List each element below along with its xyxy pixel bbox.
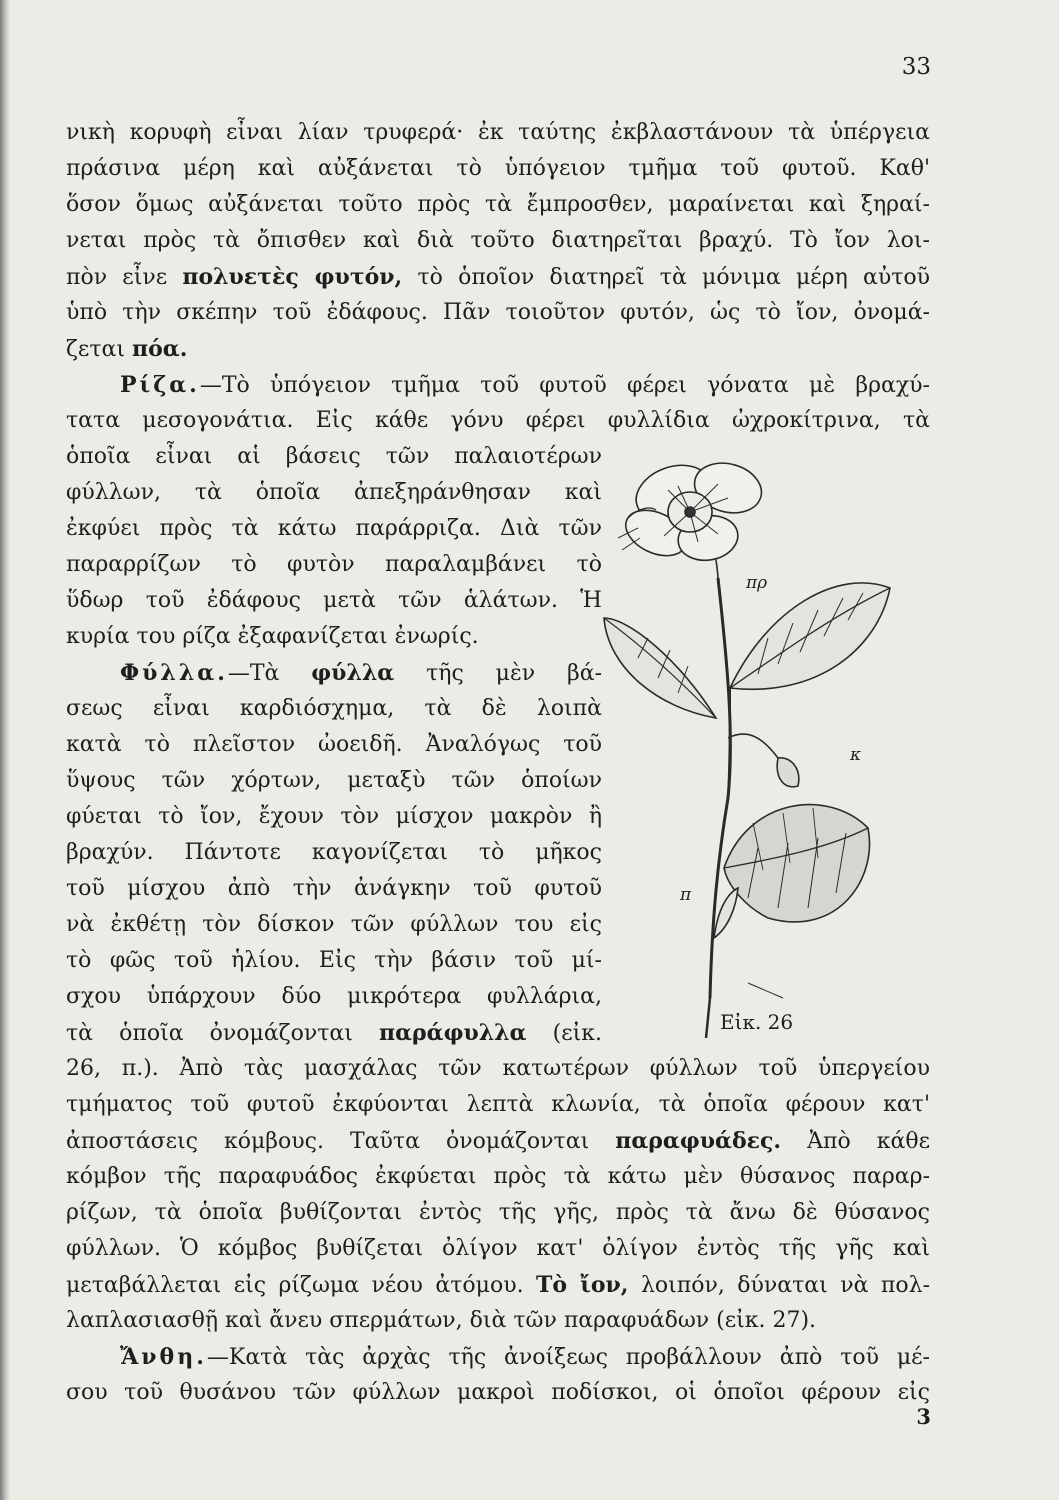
text-line: ὕδωρ τοῦ ἐδάφους μετὰ τῶν ἁλάτων. Ἡ	[66, 588, 602, 613]
text-line	[66, 262, 930, 293]
text-line: ὁποῖα εἶναι αἱ βάσεις τῶν παλαιοτέρων	[66, 444, 602, 469]
text-segment: Ἀπὸ κάθε	[807, 1129, 930, 1154]
figure-caption: Εἰκ. 26	[720, 1010, 794, 1034]
text-line: ἐκφύει πρὸς τὰ κάτω παράρριζα. Διὰ τῶν	[66, 516, 602, 541]
term-violet: Τὸ ἴον,	[536, 1272, 629, 1298]
text-line	[66, 1270, 930, 1301]
text-segment: (εἰκ.	[552, 1021, 602, 1046]
violet-plant-illustration	[578, 438, 938, 1038]
text-line: παραρρίζων τὸ φυτὸν παραλαμβάνει τὸ	[66, 552, 602, 577]
text-line: ὑπὸ τὴν σκέπην τοῦ ἐδάφους. Πᾶν τοιοῦτον φυτόν, ὡς τὸ ἴον, ὀνομά-	[66, 300, 930, 325]
text-line: φύλλων. Ὁ κόμβος βυθίζεται ὀλίγον κατ' ὀλίγον ἐντὸς τῆς γῆς καὶ	[66, 1236, 930, 1261]
flower-bud	[728, 734, 799, 787]
signature-mark: 3	[916, 1404, 931, 1429]
text-line: κυρία του ρίζα ἐξαφανίζεται ἐνωρίς.	[66, 624, 479, 649]
text-line	[66, 1018, 602, 1049]
text-line	[66, 658, 602, 689]
text-line: σεως εἶναι καρδιόσχημα, τὰ δὲ λοιπὰ	[66, 696, 602, 721]
text-segment: λοιπόν, δύναται νὰ πολ-	[640, 1273, 931, 1298]
text-line: ρίζων, τὰ ὁποῖα βυθίζονται ἐντὸς τῆς γῆς, πρὸς τὰ ἄνω δὲ θύσανος	[66, 1200, 930, 1225]
text-segment: —Τὰ	[227, 661, 280, 686]
text-line: τοῦ μίσχου ἀπὸ τὴν ἀνάγκην τοῦ φυτοῦ	[66, 876, 602, 901]
text-line: ὅσον ὅμως αὐξάνεται τοῦτο πρὸς τὰ ἔμπροσθεν, μαραίνεται καὶ ξηραί-	[66, 192, 930, 217]
text-segment: ἀποστάσεις κόμβους. Ταῦτα ὀνομάζονται	[66, 1129, 590, 1154]
leaf-upper-right	[728, 583, 890, 798]
term-poa: πόα.	[131, 336, 188, 362]
text-line: σχου ὑπάρχουν δύο μικρότερα φυλλάρια,	[66, 984, 602, 1009]
text-segment: τὸ ὁποῖον διατηρεῖ τὰ μόνιμα μέρη αὐτοῦ	[417, 265, 930, 290]
text-line: τὸ φῶς τοῦ ἡλίου. Εἰς τὴν βάσιν τοῦ μί-	[66, 948, 602, 973]
text-line: τατα μεσογονάτια. Εἰς κάθε γόνυ φέρει φυλλίδια ὠχροκίτρινα, τὰ	[66, 408, 930, 433]
text-line: νὰ ἐκθέτῃ τὸν δίσκον τῶν φύλλων του εἰς	[66, 912, 602, 937]
text-segment: τῆς μὲν βά-	[426, 661, 602, 686]
text-line: λαπλασιασθῇ καὶ ἄνευ σπερμάτων, διὰ τῶν παραφυάδων (εἰκ. 27).	[66, 1308, 817, 1333]
text-line: 26, π.). Ἀπὸ τὰς μασχάλας τῶν κατωτέρων φύλλων τοῦ ὑπεργείου	[66, 1056, 930, 1081]
term-leaves: φύλλα	[311, 660, 395, 686]
page-number: 33	[901, 54, 931, 80]
text-line	[66, 1126, 930, 1157]
text-segment: —Τὸ ὑπόγειον τμῆμα τοῦ φυτοῦ φέρει γόνατα μὲ βραχύ-	[199, 373, 930, 398]
text-line: φύεται τὸ ἴον, ἔχουν τὸν μίσχον μακρὸν ἢ	[66, 804, 602, 829]
text-line: νικὴ κορυφὴ εἶναι λίαν τρυφερά· ἐκ ταύτης ἐκβλαστάνουν τὰ ὑπέργεια	[66, 120, 930, 145]
section-heading-root: Ρίζα.	[120, 372, 200, 398]
text-segment: —Κατὰ τὰς ἀρχὰς τῆς ἀνοίξεως προβάλλουν ἀπὸ τοῦ μέ-	[206, 1345, 930, 1370]
text-line: σου τοῦ θυσάνου τῶν φύλλων μακροὶ ποδίσκοι, οἱ ὁποῖοι φέρουν εἰς	[66, 1380, 930, 1405]
section-heading-leaves: Φύλλα.	[120, 660, 228, 686]
figure-label-k: κ	[850, 745, 862, 765]
text-line	[66, 334, 187, 365]
term-stipules: παράφυλλα	[378, 1020, 527, 1046]
text-line: φύλλων, τὰ ὁποῖα ἀπεξηράνθησαν καὶ	[66, 480, 602, 505]
term-runners: παραφυάδες.	[615, 1128, 782, 1154]
text-segment: ζεται	[66, 337, 125, 362]
text-line: τμήματος τοῦ φυτοῦ ἐκφύονται λεπτὰ κλωνία, τὰ ὁποῖα φέρουν κατ'	[66, 1092, 930, 1117]
text-line: πράσινα μέρη καὶ αὐξάνεται τὸ ὑπόγειον τμῆμα τοῦ φυτοῦ. Καθ'	[66, 156, 930, 181]
flower	[618, 456, 767, 565]
stem	[710, 578, 730, 998]
section-heading-flowers: Ἄνθη.	[120, 1344, 207, 1370]
text-line	[66, 370, 930, 401]
text-segment: πὸν εἶνε	[66, 265, 168, 290]
text-line: κατὰ τὸ πλεῖστον ὠοειδῆ. Ἀναλόγως τοῦ	[66, 732, 602, 757]
text-line: ὕψους τῶν χόρτων, μεταξὺ τῶν ὁποίων	[66, 768, 602, 793]
text-line	[66, 1342, 930, 1373]
figure-label-p: π	[680, 885, 692, 905]
text-segment: μεταβάλλεται εἰς ρίζωμα νέου ἀτόμου.	[66, 1273, 524, 1298]
leaf-lower-right	[724, 805, 870, 922]
stipule	[714, 888, 738, 938]
leaf-upper-left	[604, 618, 716, 718]
text-line: βραχύν. Πάντοτε καγονίζεται τὸ μῆκος	[66, 840, 602, 865]
figure-label-pr: πρ	[746, 573, 768, 593]
page-edge-shadow	[0, 0, 10, 1500]
term-perennial-plant: πολυετὲς φυτόν,	[182, 264, 403, 290]
text-line: κόμβον τῆς παραφυάδος ἐκφύεται πρὸς τὰ κάτω μὲν θύσανος παραρ-	[66, 1164, 930, 1189]
text-line: νεται πρὸς τὰ ὄπισθεν καὶ διὰ τοῦτο διατηρεῖται βραχύ. Τὸ ἴον λοι-	[66, 228, 930, 253]
text-segment: τὰ ὁποῖα ὀνομάζονται	[66, 1021, 353, 1046]
